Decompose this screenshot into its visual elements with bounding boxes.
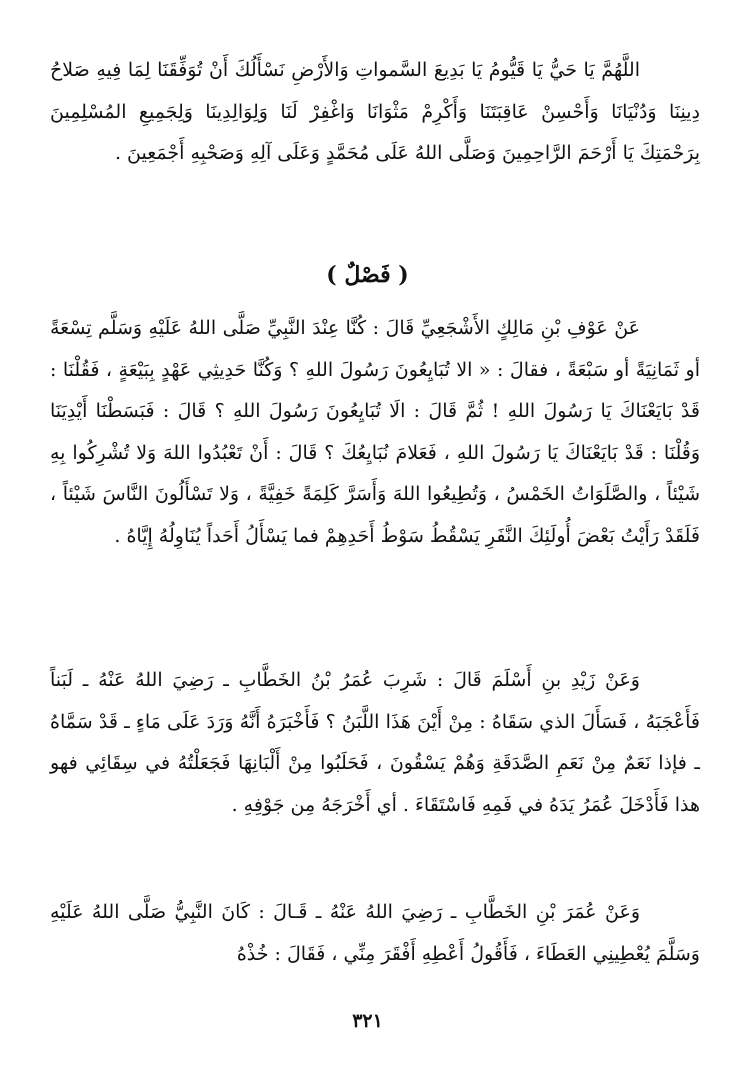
paragraph-text: عَنْ عَوْفِ بْنِ مَالِكٍ الأَشْجَعِيِّ قَالَ : كُنَّا عِنْدَ النَّبِيِّ صَلَّى اللهُ عَلَيْهِ وَسَلَّم تِسْعَةً أو ثَمَانِيَةً أو سَبْعَةً ، فقالَ : « الا تُبَايِعُونَ رَسُولَ اللهِ ؟ وَكُنَّا حَدِيثِي عَهْدٍ بِبَيْعَةٍ ، فَقُلْنَا : قَدْ بَايَعْنَاكَ يَا رَسُولَ اللهِ ! ثُمَّ قَالَ : الَا تُبَايِعُونَ رَسُولَ اللهِ ؟ قَالَ : فَبَسَطْنَا أَيْدِيَنَا وَقُلْنَا : قَدْ بَايَعْنَاكَ يَا رَسُولَ اللهِ ، فَعَلامَ نُبَايِعُكَ ؟ قَالَ : أَنْ تَعْبُدُوا اللهَ وَلا تُشْرِكُوا بِهِ شَيْئاً ، والصَّلَوَاتُ الخَمْسُ ، وَتُطِيعُوا اللهَ وَأَسَرَّ كَلِمَةً خَفِيَّةً ، وَلا تَسْأَلُونَ النَّاسَ شَيْئاً ، فَلَقَدْ رَأَيْتُ بَعْضَ أُولَئِكَ النَّفَرِ يَسْقُطُ سَوْطُ أَحَدِهِمْ فما يَسْأَلُ أَحَداً يُنَاوِلُهُ إِيَّاهُ .: [50, 317, 700, 547]
paragraph-text: وَعَنْ عُمَرَ بْنِ الخَطَّابِ ـ رَضِيَ اللهُ عَنْهُ ـ قَـالَ : كَانَ النَّبِيُّ صَلَّى اللهُ عَلَيْهِ وَسَلَّمَ يُعْطِينِي العَطَاءَ ، فَأَقُولُ أَعْطِهِ أَفْقَرَ مِنِّي ، فَقَالَ : خُذْهُ: [50, 901, 700, 965]
paragraph-text: وَعَنْ زَيْدِ بنِ أَسْلَمَ قَالَ : شَرِبَ عُمَرُ بْنُ الخَطَّابِ ـ رَضِيَ اللهُ عَنْهُ ـ لَبَناً فَأَعْجَبَهُ ، فَسَأَلَ الذي سَقَاهُ : مِنْ أَيْنَ هَذَا اللَّبَنُ ؟ فَأَخْبَرَهُ أَنَّهُ وَرَدَ عَلَى مَاءٍ ـ قَدْ سَمَّاهُ ـ فإذا نَعَمٌ مِنْ نَعَمِ الصَّدَقَةِ وَهُمْ يَسْقُونَ ، فَحَلَبُوا مِنْ أَلْبَانِهَا فَجَعَلْتُهُ في سِقَائِي فهو هذا فَأَدْخَلَ عُمَرُ يَدَهُ في فَمِهِ فَاسْتَقَاءَ . أي أَخْرَجَهُ مِن جَوْفِهِ .: [50, 669, 700, 816]
hadith-paragraph: [50, 892, 700, 975]
closing-supplication: [50, 50, 700, 175]
page-number: ٣٢١: [352, 1010, 383, 1032]
supplication-text: اللَّهُمَّ يَا حَيُّ يَا قَيُّومُ يَا بَدِيعَ السَّمواتِ وَالأَرْضِ نَسْأَلُكَ أَنْ تُوَفِّقَنَا لِمَا فِيهِ صَلاحُ دِينِنَا وَدُنْيَانَا وَأَحْسِنْ عَاقِبَتَنَا وَأَكْرِمْ مَثْوَانَا وَاغْفِرْ لَنَا وَلِوَالِدِينَا وَلِجَمِيعِ المُسْلِمِينَ بِرَحْمَتِكَ يَا أَرْحَمَ الرَّاحِمِينَ وَصَلَّى اللهُ عَلَى مُحَمَّدٍ وَعَلَى آلِهِ وَصَحْبِهِ أَجْمَعِينَ .: [50, 59, 700, 164]
section-heading: ( فَصْلٌ ): [326, 262, 409, 288]
hadith-paragraph: [50, 660, 700, 826]
hadith-paragraph: [50, 308, 700, 557]
